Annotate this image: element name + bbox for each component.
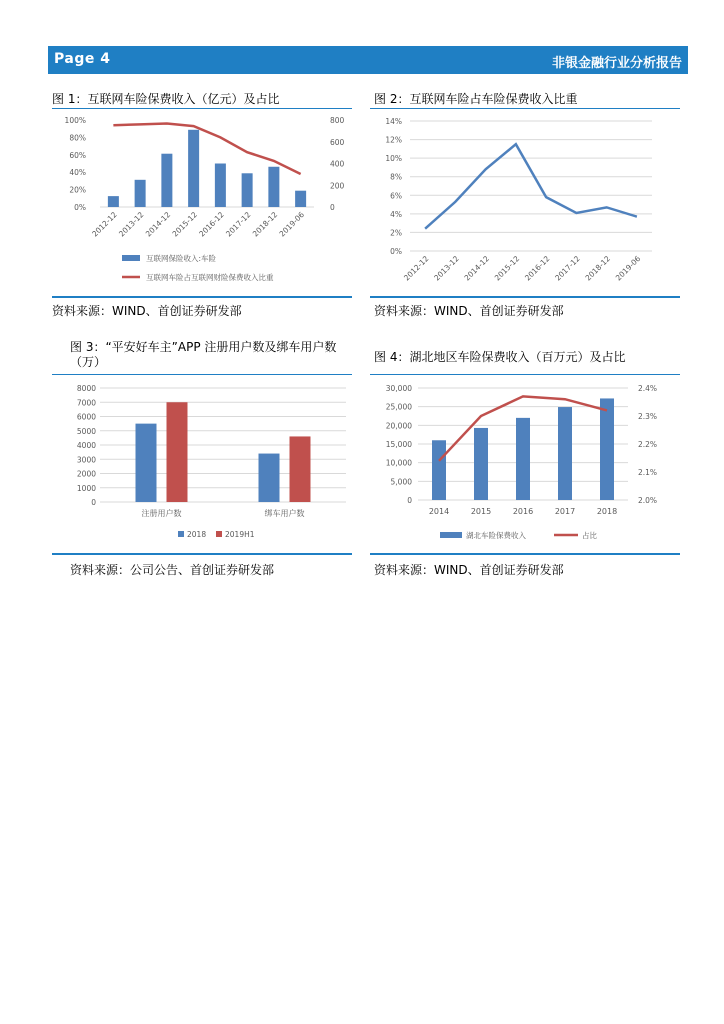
x-tick-label: 2014: [428, 507, 450, 516]
y-tick-label: 6000: [76, 412, 96, 422]
bar: [516, 418, 530, 500]
y-tick-label: 0%: [390, 247, 402, 256]
y-left-tick-label: 0: [407, 496, 412, 505]
y-tick-label: 10%: [385, 154, 402, 164]
y-tick-label: 0: [91, 498, 96, 507]
y-tick-label: 4000: [76, 441, 96, 450]
y-left-tick-label: 40%: [69, 168, 86, 178]
legend-swatch-bar: [440, 532, 462, 538]
x-tick-label: 2018-12: [250, 210, 280, 239]
figure-2-chart: [370, 110, 680, 296]
y-left-tick-label: 20,000: [385, 421, 412, 431]
y-tick-label: 2000: [76, 469, 96, 479]
y-left-tick-label: 20%: [69, 185, 86, 195]
bar: [558, 407, 572, 500]
y-right-tick-label: 2.1%: [638, 468, 658, 477]
figure-1-top-rule: [52, 108, 352, 109]
figure-3-bottom-rule: [52, 553, 352, 555]
y-tick-label: 8%: [390, 172, 402, 182]
bar: [161, 154, 172, 207]
x-tick-label: 注册用户数: [141, 509, 182, 518]
legend-label-line: 占比: [582, 531, 597, 540]
y-right-tick-label: 800: [330, 116, 345, 125]
y-tick-label: 8000: [76, 384, 96, 393]
figure-2-bottom-rule: [370, 296, 680, 298]
x-tick-label: 2014-12: [143, 210, 173, 239]
figure-3-source: 资料来源：公司公告、首创证券研发部: [70, 563, 275, 577]
report-title: 非银金融行业分析报告: [551, 56, 682, 71]
x-tick-label: 2015-12: [492, 254, 522, 283]
y-right-tick-label: 400: [330, 159, 345, 169]
legend-swatch: [216, 531, 222, 537]
page-number: Page 4: [54, 51, 111, 67]
legend-label-bar: 互联网保险收入:车险: [146, 254, 217, 263]
bar: [188, 130, 199, 207]
figure-3-title: 图 3：“平安好车主”APP 注册用户数及绑车用户数（万）: [70, 340, 337, 369]
x-tick-label: 2015-12: [170, 210, 200, 239]
y-tick-label: 12%: [385, 135, 402, 145]
y-right-tick-label: 600: [330, 137, 345, 147]
legend-label-line: 互联网车险占互联网财险保费收入比重: [146, 273, 274, 282]
figure-2-top-rule: [370, 108, 680, 109]
x-tick-label: 2015: [470, 507, 492, 516]
x-tick-label: 2017: [554, 507, 576, 516]
bar: [108, 196, 119, 207]
x-tick-label: 2019-06: [277, 210, 307, 239]
figure-3-chart: [52, 376, 352, 552]
x-tick-label: 2016-12: [523, 254, 552, 283]
y-left-tick-label: 80%: [69, 133, 86, 143]
figure-1-title: 图 1：互联网车险保费收入（亿元）及占比: [52, 92, 280, 106]
y-tick-label: 1000: [76, 483, 96, 493]
y-left-tick-label: 15,000: [385, 440, 412, 449]
y-tick-label: 4%: [390, 209, 402, 219]
y-tick-label: 14%: [385, 117, 402, 126]
y-right-tick-label: 0: [330, 203, 335, 212]
figure-2-title: 图 2：互联网车险占车险保费收入比重: [374, 92, 578, 106]
y-tick-label: 6%: [390, 191, 402, 201]
legend-label-bar: 湖北车险保费收入: [466, 531, 526, 540]
x-tick-label: 2017-12: [224, 210, 253, 239]
bar: [167, 402, 188, 502]
x-tick-label: 2017-12: [553, 254, 582, 283]
bar: [259, 454, 280, 502]
y-left-tick-label: 30,000: [385, 384, 412, 393]
x-tick-label: 2016-12: [197, 210, 226, 239]
figure-1-bottom-rule: [52, 296, 352, 298]
y-left-tick-label: 5,000: [390, 477, 412, 487]
y-tick-label: 3000: [76, 455, 96, 465]
x-tick-label: 2012-12: [402, 254, 431, 283]
x-tick-label: 2018-12: [583, 254, 613, 283]
figure-2-source: 资料来源：WIND、首创证券研发部: [374, 304, 564, 318]
y-right-tick-label: 2.4%: [638, 384, 658, 393]
bar: [136, 424, 157, 502]
figure-4-source: 资料来源：WIND、首创证券研发部: [374, 563, 564, 577]
y-tick-label: 5000: [76, 426, 96, 436]
x-tick-label: 2016: [512, 507, 534, 516]
x-tick-label: 2013-12: [117, 210, 146, 239]
x-tick-label: 2018: [596, 507, 618, 516]
legend-label: 2018: [187, 530, 207, 539]
bar: [290, 436, 311, 502]
y-left-tick-label: 10,000: [385, 458, 412, 468]
legend-swatch-bar: [122, 255, 140, 261]
x-tick-label: 2014-12: [462, 254, 492, 283]
y-left-tick-label: 100%: [64, 116, 86, 125]
y-tick-label: 7000: [76, 398, 96, 408]
figure-4-chart: [370, 376, 680, 552]
bar: [268, 167, 279, 207]
y-right-tick-label: 2.2%: [638, 440, 658, 449]
bar: [295, 191, 306, 207]
figure-4-title: 图 4：湖北地区车险保费收入（百万元）及占比: [374, 350, 626, 364]
y-right-tick-label: 2.3%: [638, 412, 658, 421]
header-bar: [48, 46, 688, 74]
legend-swatch: [178, 531, 184, 537]
y-left-tick-label: 0%: [74, 203, 86, 212]
bar: [474, 428, 488, 500]
y-left-tick-label: 60%: [69, 150, 86, 160]
y-tick-label: 2%: [390, 228, 402, 238]
bar: [432, 440, 446, 500]
x-tick-label: 2012-12: [90, 210, 119, 239]
figure-1-chart: [52, 110, 352, 296]
bar: [600, 398, 614, 500]
figure-1-source: 资料来源：WIND、首创证券研发部: [52, 304, 242, 318]
x-tick-label: 2019-06: [613, 254, 643, 283]
y-left-tick-label: 25,000: [385, 402, 412, 412]
figure-4-bottom-rule: [370, 553, 680, 555]
y-right-tick-label: 200: [330, 181, 345, 191]
figure-4-top-rule: [370, 374, 680, 375]
bar: [135, 180, 146, 207]
x-tick-label: 2013-12: [432, 254, 461, 283]
legend-label: 2019H1: [225, 530, 255, 539]
bar: [242, 173, 253, 207]
line-series: [113, 123, 300, 173]
x-tick-label: 绑车用户数: [264, 509, 305, 518]
figure-3-top-rule: [52, 374, 352, 375]
y-right-tick-label: 2.0%: [638, 496, 658, 505]
line-series: [425, 144, 637, 229]
bar: [215, 164, 226, 208]
